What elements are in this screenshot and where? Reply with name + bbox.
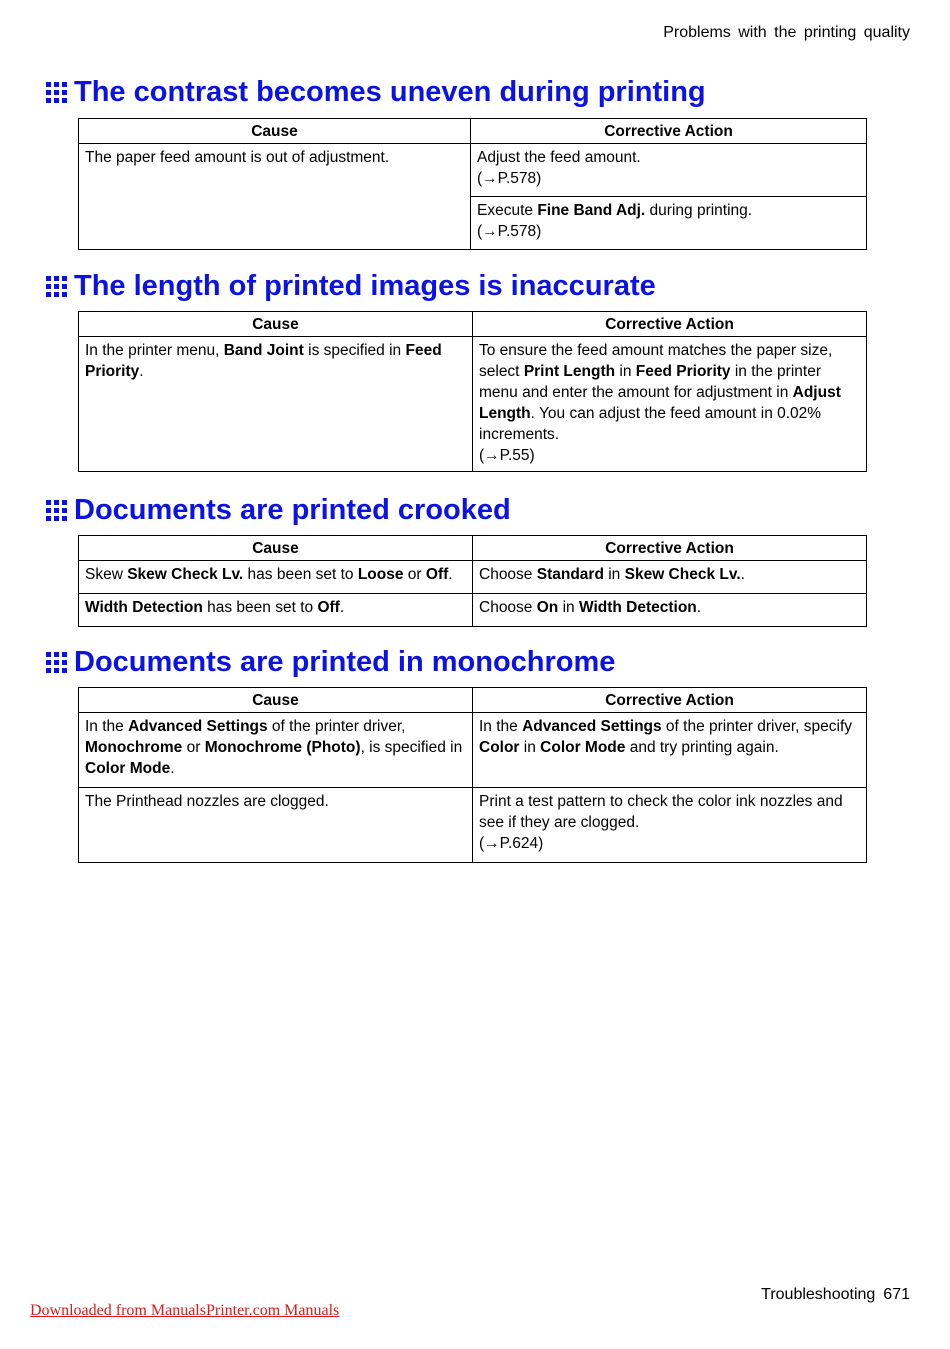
action-cell: Adjust the feed amount. (→P.578) (471, 144, 867, 197)
page-number: 671 (883, 1286, 910, 1303)
action-cell: Execute Fine Band Adj. during printing. (→P.578) (471, 197, 867, 250)
cause-header: Cause (79, 688, 473, 713)
chapter-name: Troubleshooting (761, 1286, 876, 1303)
cause-cell: Width Detection has been set to Off. (79, 594, 473, 627)
monochrome-table (78, 687, 867, 863)
section-title-text: Documents are printed in monochrome (74, 646, 616, 678)
section-title-crooked (46, 494, 511, 527)
page-reference[interactable]: (→P.55) (479, 447, 535, 464)
cause-header: Cause (79, 536, 473, 561)
action-header: Corrective Action (473, 312, 867, 337)
section-title-text: The contrast becomes uneven during printing (74, 76, 706, 108)
action-header: Corrective Action (473, 688, 867, 713)
page-reference[interactable]: (→P.624) (479, 835, 544, 852)
table-row (79, 144, 867, 197)
cause-cell: In the Advanced Settings of the printer driver, Monochrome or Monochrome (Photo), is specified in Color Mode. (79, 713, 473, 788)
length-table (78, 311, 867, 472)
contrast-table (78, 118, 867, 250)
table-row (79, 594, 867, 627)
action-header: Corrective Action (473, 536, 867, 561)
page-reference[interactable]: (→P.578) (477, 223, 542, 240)
table-row (79, 561, 867, 594)
action-cell: To ensure the feed amount matches the paper size, select Print Length in Feed Priority in the printer menu and enter the amount for adjustment in Adjust Length. You can adjust the feed amount in 0.02% increments. (→P.55) (473, 337, 867, 472)
grid-icon (46, 652, 68, 674)
page-reference[interactable]: (→P.578) (477, 170, 542, 187)
section-title-text: The length of printed images is inaccurate (74, 270, 656, 302)
grid-icon (46, 276, 68, 298)
action-cell: In the Advanced Settings of the printer driver, specify Color in Color Mode and try printing again. (473, 713, 867, 788)
cause-cell: In the printer menu, Band Joint is specified in Feed Priority. (79, 337, 473, 472)
table-row (79, 713, 867, 788)
action-cell: Choose On in Width Detection. (473, 594, 867, 627)
page-footer (761, 1286, 910, 1304)
grid-icon (46, 82, 68, 104)
cause-cell: The Printhead nozzles are clogged. (79, 788, 473, 863)
action-cell: Print a test pattern to check the color ink nozzles and see if they are clogged. (→P.624) (473, 788, 867, 863)
cause-header: Cause (79, 119, 471, 144)
section-title-monochrome (46, 646, 615, 679)
grid-icon (46, 500, 68, 522)
section-title-contrast (46, 76, 706, 109)
table-row (79, 337, 867, 472)
action-header: Corrective Action (471, 119, 867, 144)
section-title-text: Documents are printed crooked (74, 494, 511, 526)
download-source-link[interactable]: Downloaded from ManualsPrinter.com Manuals (30, 1302, 340, 1319)
table-row (79, 788, 867, 863)
cause-cell: Skew Skew Check Lv. has been set to Loose or Off. (79, 561, 473, 594)
section-title-length (46, 270, 656, 303)
running-header: Problems with the printing quality (663, 24, 910, 41)
crooked-table (78, 535, 867, 627)
action-cell: Choose Standard in Skew Check Lv.. (473, 561, 867, 594)
cause-header: Cause (79, 312, 473, 337)
cause-cell: The paper feed amount is out of adjustment. (79, 144, 471, 250)
